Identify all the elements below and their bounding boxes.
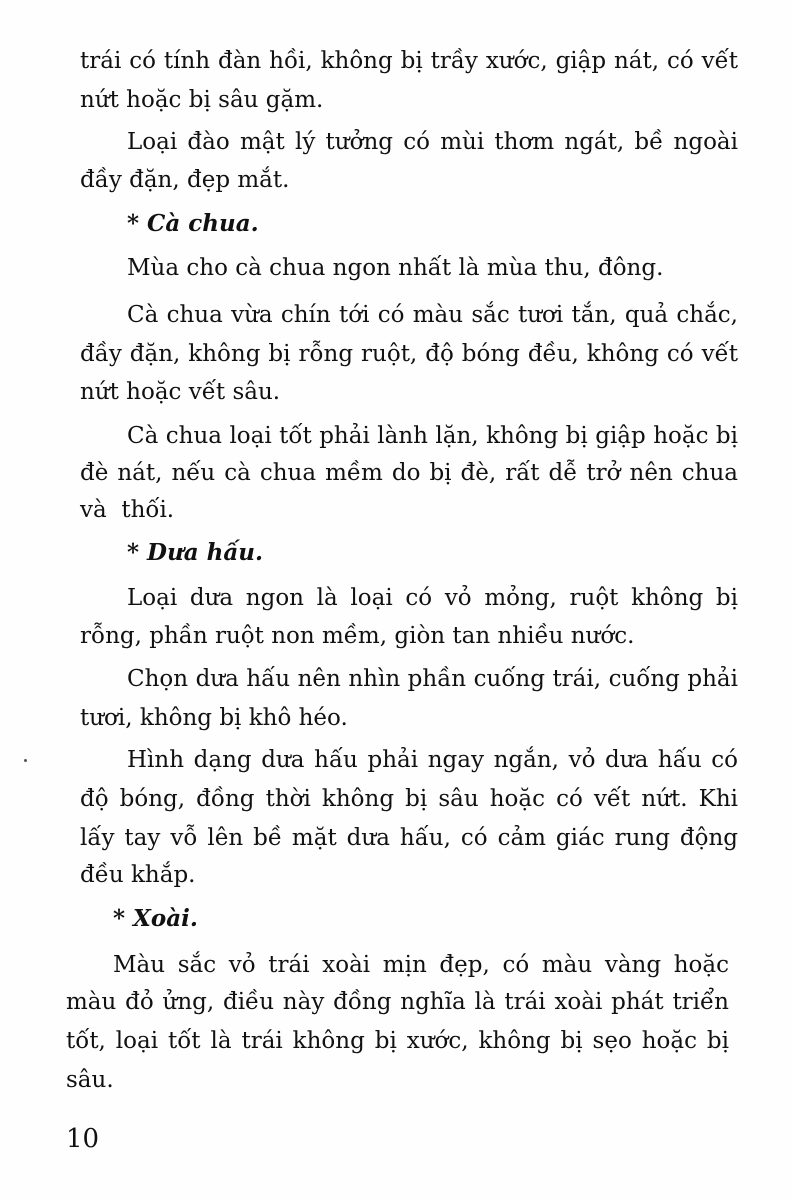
text-line: Cà chua loại tốt phải lành lặn, không bị giập hoặc bị: [127, 423, 738, 449]
text-line: Hình dạng dưa hấu phải ngay ngắn, vỏ dưa hấu có: [127, 747, 738, 773]
text-line: đè nát, nếu cà chua mềm do bị đè, rất dễ trở nên chua: [80, 460, 738, 486]
text-line: Loại đào mật lý tưởng có mùi thơm ngát, bề ngoài: [127, 129, 738, 155]
text-line: sâu.: [66, 1067, 114, 1093]
heading-watermelon: * Dưa hấu.: [127, 539, 263, 566]
text-line: tốt, loại tốt là trái không bị xước, không bị sẹo hoặc bị: [66, 1028, 729, 1054]
heading-tomato: * Cà chua.: [127, 210, 259, 237]
text-line: Cà chua vừa chín tới có màu sắc tươi tắn, quả chắc,: [127, 302, 738, 328]
text-line: Chọn dưa hấu nên nhìn phần cuống trái, cuống phải: [127, 666, 738, 692]
text-line: nứt hoặc vết sâu.: [80, 379, 281, 405]
text-line: tươi, không bị khô héo.: [80, 705, 348, 731]
text-line: lấy tay vỗ lên bề mặt dưa hấu, có cảm giác rung động: [80, 825, 738, 851]
text-line: và thối.: [80, 497, 175, 523]
text-line: rỗng, phần ruột non mềm, giòn tan nhiều nước.: [80, 623, 635, 649]
page-number: 10: [66, 1124, 100, 1154]
text-line: độ bóng, đồng thời không bị sâu hoặc có vết nứt. Khi: [80, 786, 738, 812]
scan-speck: [24, 759, 27, 762]
text-line: màu đỏ ửng, điều này đồng nghĩa là trái xoài phát triển: [66, 989, 729, 1015]
text-line: đầy đặn, đẹp mắt.: [80, 167, 290, 193]
text-line: Loại dưa ngon là loại có vỏ mỏng, ruột không bị: [127, 585, 738, 611]
text-line: Mùa cho cà chua ngon nhất là mùa thu, đông.: [127, 255, 664, 281]
text-line: đều khắp.: [80, 862, 196, 888]
text-line: đầy đặn, không bị rỗng ruột, độ bóng đều, không có vết: [80, 341, 738, 367]
heading-mango: * Xoài.: [113, 905, 198, 932]
text-line: nứt hoặc bị sâu gặm.: [80, 87, 324, 113]
text-line: trái có tính đàn hồi, không bị trầy xước, giập nát, có vết: [80, 48, 738, 74]
text-line: Màu sắc vỏ trái xoài mịn đẹp, có màu vàng hoặc: [113, 952, 729, 978]
